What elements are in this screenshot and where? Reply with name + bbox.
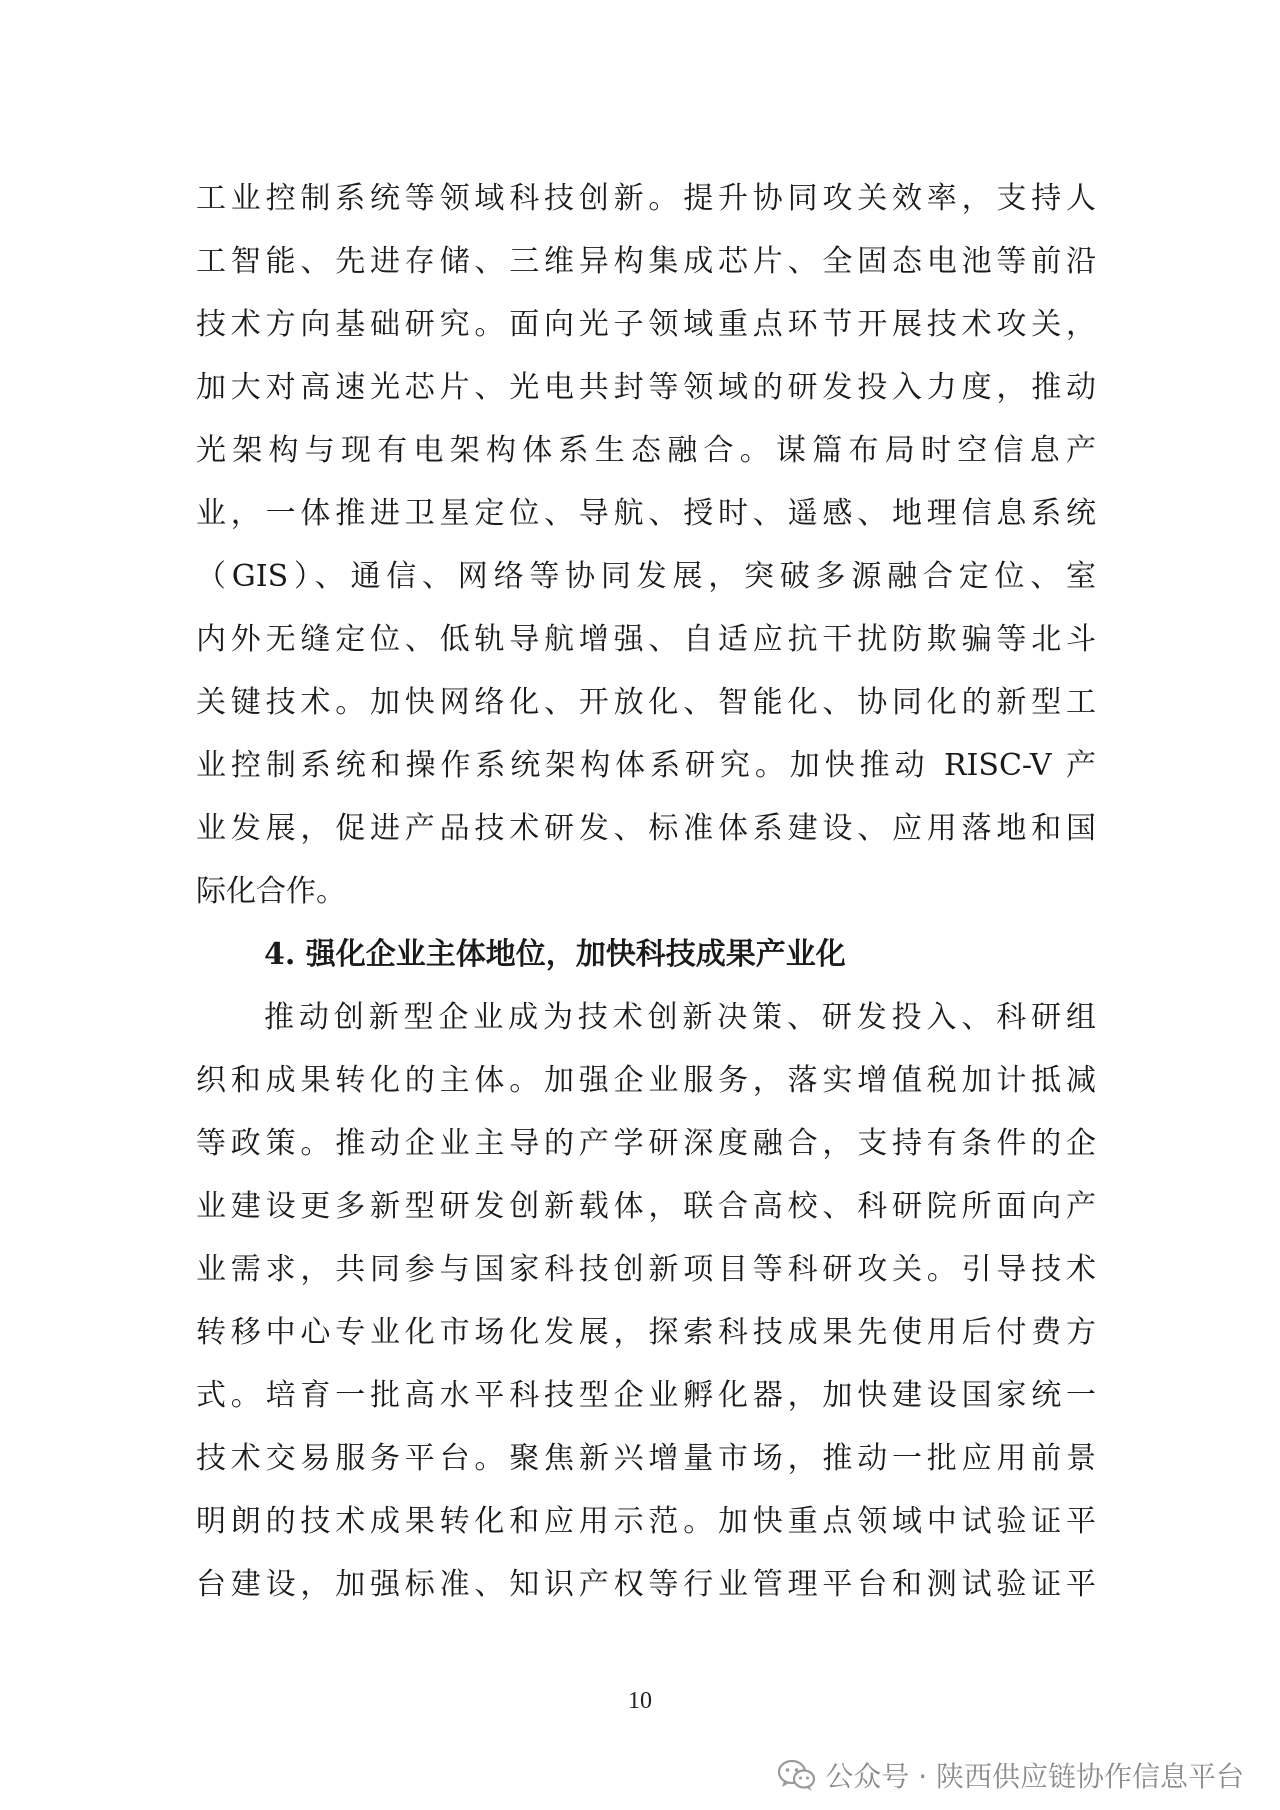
text-line: 际化合作。: [196, 874, 346, 909]
text-line: 台建设，加强标准、知识产权等行业管理平台和测试验证平: [196, 1567, 1096, 1602]
text-line: 推动创新型企业成为技术创新决策、研发投入、科研组: [264, 1000, 1096, 1035]
text-line: 工智能、先进存储、三维异构集成芯片、全固态电池等前沿: [196, 244, 1096, 279]
text-line: 光架构与现有电架构体系生态融合。谋篇布局时空信息产: [196, 433, 1096, 468]
section-heading: 4. 强化企业主体地位，加快科技成果产业化: [264, 937, 846, 972]
text-line: 工业控制系统等领域科技创新。提升协同攻关效率，支持人: [196, 181, 1096, 216]
page-number: 10: [628, 1688, 652, 1714]
text-line: 式。培育一批高水平科技型企业孵化器，加快建设国家统一: [196, 1378, 1096, 1413]
watermark-label: 公众号 · 陕西供应链协作信息平台: [825, 1760, 1244, 1793]
wechat-watermark: [777, 1755, 1244, 1795]
text-line: 明朗的技术成果转化和应用示范。加快重点领域中试验证平: [196, 1504, 1096, 1539]
text-line: 技术交易服务平台。聚焦新兴增量市场，推动一批应用前景: [196, 1441, 1096, 1476]
text-line: 织和成果转化的主体。加强企业服务，落实增值税加计抵减: [196, 1063, 1096, 1098]
text-line: 技术方向基础研究。面向光子领域重点环节开展技术攻关，: [196, 307, 1096, 342]
text-line: 业，一体推进卫星定位、导航、授时、遥感、地理信息系统: [196, 496, 1096, 531]
text-line: 内外无缝定位、低轨导航增强、自适应抗干扰防欺骗等北斗: [196, 622, 1096, 657]
text-line: 加大对高速光芯片、光电共封等领域的研发投入力度，推动: [196, 370, 1096, 405]
text-line: 等政策。推动企业主导的产学研深度融合，支持有条件的企: [196, 1126, 1096, 1161]
text-line: 业控制系统和操作系统架构体系研究。加快推动 RISC-V 产: [196, 748, 1096, 783]
wechat-icon: [777, 1758, 817, 1792]
text-line: 业发展，促进产品技术研发、标准体系建设、应用落地和国: [196, 811, 1096, 846]
text-line: 关键技术。加快网络化、开放化、智能化、协同化的新型工: [196, 685, 1096, 720]
text-line: 业需求，共同参与国家科技创新项目等科研攻关。引导技术: [196, 1252, 1096, 1287]
text-line: （GIS）、通信、网络等协同发展，突破多源融合定位、室: [196, 559, 1096, 594]
text-line: 业建设更多新型研发创新载体，联合高校、科研院所面向产: [196, 1189, 1096, 1224]
body-text: [196, 167, 1096, 1616]
text-line: 转移中心专业化市场化发展，探索科技成果先使用后付费方: [196, 1315, 1096, 1350]
